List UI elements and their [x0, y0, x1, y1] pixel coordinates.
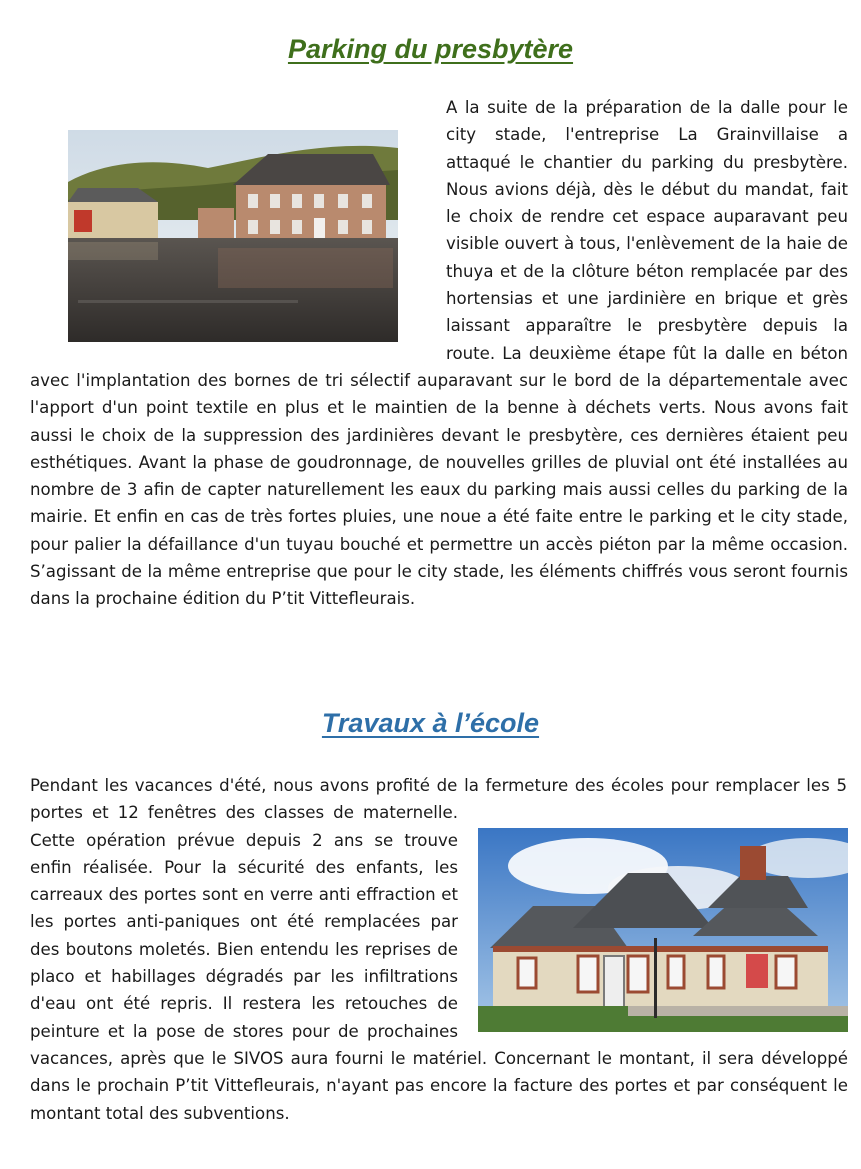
presbytery-parking-image [68, 130, 398, 342]
section-title-school: Travaux à l’école [321, 708, 540, 738]
float-spacer [847, 772, 848, 824]
section-paragraph-parking [30, 94, 848, 613]
paragraph-text-school: Pendant les vacances d'été, nous avons profité de la fermeture des écoles pour remplacer les 5 portes et 12 fenêtres des classes de maternelle. Cette opération prévue depuis 2 ans se trouve enfin réalisée. Pour la sécurité des enfants, les carreaux des portes sont en verre anti effraction et les portes anti-paniques ont été remplacées par des boutons moletés. Bien entendu les reprises de placo et habillages dégradés par les infiltrations d'eau ont été repris. Il restera les retouches de peinture et la pose de stores pour de prochaines vacances, après que le SIVOS aura fourni le matériel. Concernant le montant, il sera développé dans le prochain P’tit Vittefleurais, n'ayant pas encore la facture des portes et par conséquent le montant total des subventions. [30, 776, 848, 1123]
photo-presbytery-parking [30, 94, 426, 346]
photo-school [478, 828, 848, 1032]
section-paragraph-school [30, 772, 848, 1127]
school-image [478, 828, 848, 1032]
paragraph-text-parking: A la suite de la préparation de la dalle pour le city stade, l'entreprise La Grainvillaise a attaqué le chantier du parking du presbytère. Nous avions déjà, dès le début du mandat, fait le choix de rendre cet espace auparavant peu visible ouvert à tous, l'enlèvement de la haie de thuya et de la clôture béton remplacée par des hortensias et une jardinière en brique et grès laissant apparaître le presbytère depuis la route. La deuxième étape fût la dalle en béton avec l'implantation des bornes de tri sélectif auparavant sur le bord de la départementale avec l'apport d'un point textile en plus et le maintien de la benne à déchets verts. Nous avons fait aussi le choix de la suppression des jardinières devant le presbytère, ces dernières étaient peu esthétiques. Avant la phase de goudronnage, de nouvelles grilles de pluvial ont été installées au nombre de 3 afin de capter naturellement les eaux du parking mais aussi celles du parking de la mairie. Et enfin en cas de très fortes pluies, une noue a été faite entre le parking et le city stade, pour palier la défaillance d'un tuyau bouché et permettre un accès piéton par la même occasion. S’agissant de la même entreprise que pour le city stade, les éléments chiffrés vous seront fournis dans la prochaine édition du P’tit Vittefleurais. [30, 98, 848, 609]
section-title-parking: Parking du presbytère [287, 34, 574, 64]
